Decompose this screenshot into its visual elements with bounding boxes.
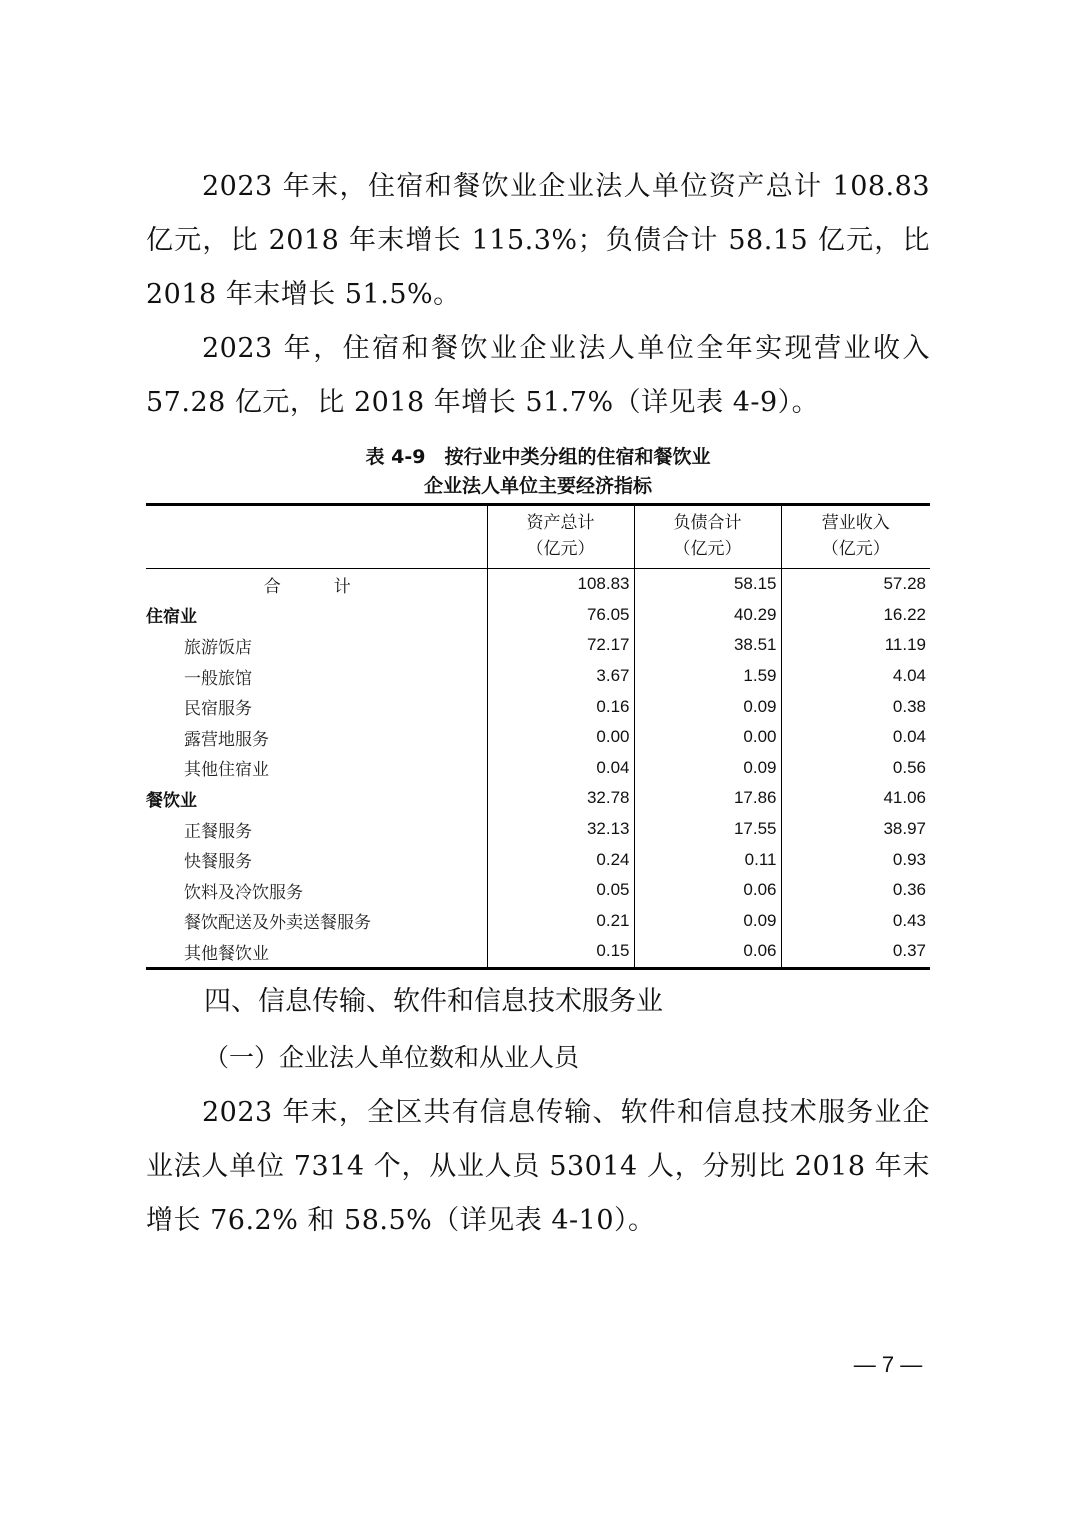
revenue-value: 11.19 — [781, 630, 930, 661]
table-row — [146, 844, 930, 875]
revenue-value: 0.38 — [781, 691, 930, 722]
assets-value: 0.05 — [487, 875, 634, 906]
header-revenue-unit: （亿元） — [821, 539, 890, 559]
paragraph-it-services: 2023 年末，全区共有信息传输、软件和信息技术服务业企业法人单位 7314 个，从业人员 53014 人，分别比 2018 年末增长 76.2% 和 58.5%（详见表 4-10）。 — [146, 1097, 930, 1236]
table-header-row — [146, 505, 930, 569]
table-row — [146, 691, 930, 722]
header-assets-unit: （亿元） — [526, 539, 595, 559]
row-label: 其他住宿业 — [184, 760, 269, 781]
liabilities-value: 0.09 — [634, 753, 781, 784]
table-row — [146, 814, 930, 845]
header-assets-title: 资产总计 — [526, 513, 595, 533]
liabilities-value: 1.59 — [634, 661, 781, 692]
row-label: 合 计 — [263, 576, 369, 597]
revenue-value: 0.43 — [781, 906, 930, 937]
assets-value: 72.17 — [487, 630, 634, 661]
revenue-value: 38.97 — [781, 814, 930, 845]
assets-value: 0.00 — [487, 722, 634, 753]
table-row — [146, 569, 930, 600]
header-revenue — [781, 505, 930, 569]
paragraph-revenue: 2023 年，住宿和餐饮业企业法人单位全年实现营业收入 57.28 亿元，比 2018 年增长 51.7%（详见表 4-9）。 — [146, 333, 930, 418]
liabilities-value: 0.09 — [634, 906, 781, 937]
table-row — [146, 661, 930, 692]
revenue-value: 16.22 — [781, 600, 930, 631]
header-revenue-title: 营业收入 — [821, 513, 890, 533]
revenue-value: 0.56 — [781, 753, 930, 784]
liabilities-value: 40.29 — [634, 600, 781, 631]
table-row — [146, 936, 930, 968]
revenue-value: 4.04 — [781, 661, 930, 692]
revenue-value: 41.06 — [781, 783, 930, 814]
row-label: 其他餐饮业 — [184, 943, 269, 964]
table-row — [146, 722, 930, 753]
paragraph-assets: 2023 年末，住宿和餐饮业企业法人单位资产总计 108.83 亿元，比 2018 年末增长 115.3%；负债合计 58.15 亿元，比 2018 年末增长 51.5%。 — [146, 171, 930, 310]
assets-value: 0.21 — [487, 906, 634, 937]
assets-value: 76.05 — [487, 600, 634, 631]
table-caption-line1: 表 4-9 按行业中类分组的住宿和餐饮业 — [365, 446, 711, 468]
row-label: 民宿服务 — [184, 699, 252, 720]
row-label: 正餐服务 — [184, 821, 252, 842]
table-row — [146, 783, 930, 814]
section-heading: 四、信息传输、软件和信息技术服务业 — [204, 986, 663, 1017]
section-subheading: （一）企业法人单位数和从业人员 — [204, 1043, 580, 1072]
liabilities-value: 17.86 — [634, 783, 781, 814]
revenue-value: 0.93 — [781, 844, 930, 875]
liabilities-value: 0.06 — [634, 936, 781, 968]
liabilities-value: 0.06 — [634, 875, 781, 906]
table-row — [146, 630, 930, 661]
table-row — [146, 600, 930, 631]
table-row — [146, 753, 930, 784]
liabilities-value: 38.51 — [634, 630, 781, 661]
revenue-value: 57.28 — [781, 569, 930, 600]
assets-value: 108.83 — [487, 569, 634, 600]
assets-value: 32.13 — [487, 814, 634, 845]
assets-value: 0.24 — [487, 844, 634, 875]
table-row — [146, 906, 930, 937]
header-liabilities — [634, 505, 781, 569]
table-caption-line2: 企业法人单位主要经济指标 — [423, 475, 652, 497]
header-blank — [146, 505, 487, 569]
row-label: 一般旅馆 — [184, 668, 252, 689]
liabilities-value: 58.15 — [634, 569, 781, 600]
liabilities-value: 0.11 — [634, 844, 781, 875]
assets-value: 32.78 — [487, 783, 634, 814]
table-row — [146, 875, 930, 906]
revenue-value: 0.36 — [781, 875, 930, 906]
row-label: 旅游饭店 — [184, 637, 252, 658]
header-assets — [487, 505, 634, 569]
assets-value: 0.16 — [487, 691, 634, 722]
row-label: 快餐服务 — [184, 852, 252, 873]
header-liabilities-title: 负债合计 — [673, 513, 742, 533]
row-label: 饮料及冷饮服务 — [184, 882, 303, 903]
revenue-value: 0.37 — [781, 936, 930, 968]
row-label: 餐饮配送及外卖送餐服务 — [184, 913, 371, 934]
assets-value: 0.04 — [487, 753, 634, 784]
liabilities-value: 0.00 — [634, 722, 781, 753]
header-liabilities-unit: （亿元） — [673, 539, 742, 559]
assets-value: 3.67 — [487, 661, 634, 692]
liabilities-value: 17.55 — [634, 814, 781, 845]
page-number: — 7 — — [853, 1352, 923, 1377]
row-label: 餐饮业 — [146, 790, 197, 811]
row-label: 住宿业 — [146, 607, 197, 628]
economic-indicators-table — [146, 503, 930, 970]
row-label: 露营地服务 — [184, 729, 269, 750]
assets-value: 0.15 — [487, 936, 634, 968]
revenue-value: 0.04 — [781, 722, 930, 753]
liabilities-value: 0.09 — [634, 691, 781, 722]
